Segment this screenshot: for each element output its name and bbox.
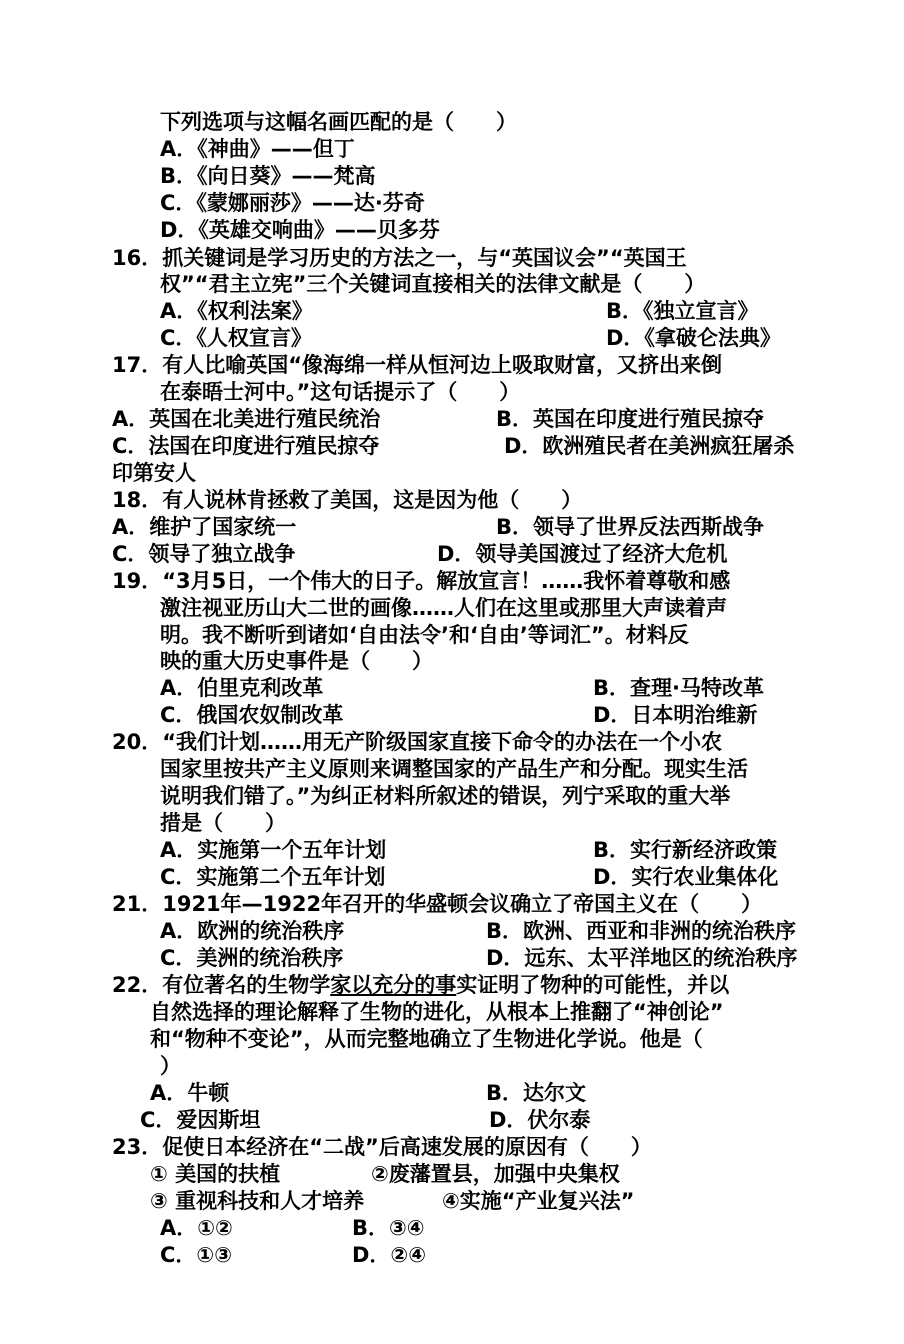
q19-option-d: D．日本明治维新	[593, 703, 758, 727]
q23-item-3: ③ 重视科技和人才培养	[150, 1189, 365, 1213]
q22-option-c: C．爱因斯坦	[140, 1108, 261, 1132]
q21-stem: 21．1921年—1922年召开的华盛顿会议确立了帝国主义在（ ）	[112, 892, 763, 916]
q23-option-c: C．①③	[160, 1243, 232, 1267]
q19-stem-line3: 明。我不断听到诸如‘自由法令’和‘自由’等词汇”。材料反	[160, 623, 689, 647]
q20-stem-line3: 说明我们错了。”为纠正材料所叙述的错误，列宁采取的重大举	[160, 784, 731, 808]
q17-option-c: C．法国在印度进行殖民掠夺	[112, 434, 380, 458]
q21-option-b: B．欧洲、西亚和非洲的统治秩序	[486, 919, 797, 943]
q23-option-d: D．②④	[352, 1243, 426, 1267]
q16-option-b: B．《独立宣言》	[606, 299, 759, 323]
q19-option-a: A．伯里克利改革	[160, 676, 324, 700]
q16-stem-line2: 权”“君主立宪”三个关键词直接相关的法律文献是（ ）	[160, 272, 706, 296]
q16-stem-line1: 16．抓关键词是学习历史的方法之一，与“英国议会”“英国王	[112, 246, 687, 270]
q18-option-a: A．维护了国家统一	[112, 515, 297, 539]
q15-option-d: D．《英雄交响曲》——贝多芬	[160, 218, 440, 242]
q22-stem-line3: 和“物种不变论”，从而完整地确立了生物进化学说。他是（	[150, 1027, 703, 1051]
q23-item-1: ① 美国的扶植	[150, 1162, 281, 1186]
q16-option-c: C．《人权宣言》	[160, 326, 312, 350]
q19-stem-line2: 激注视亚历山大二世的画像……人们在这里或那里大声读着声	[160, 596, 727, 620]
q20-option-c: C．实施第二个五年计划	[160, 865, 386, 889]
q15-option-a: A．《神曲》——但丁	[160, 137, 355, 161]
q17-option-d-cont: 印第安人	[112, 461, 196, 485]
q19-stem-line4: 映的重大历史事件是（ ）	[160, 649, 433, 673]
q22-option-d: D．伏尔泰	[489, 1108, 591, 1132]
q22-option-a: A．牛顿	[150, 1081, 230, 1105]
q23-option-a: A．①②	[160, 1216, 233, 1240]
q20-stem-line1: 20．“我们计划……用无产阶级国家直接下命令的办法在一个小农	[112, 730, 723, 754]
q18-option-d: D．领导美国渡过了经济大危机	[437, 542, 728, 566]
q16-option-d: D．《拿破仑法典》	[606, 326, 781, 350]
q22-stem-line1-part-a: 22．有位著名的生物学	[112, 973, 331, 997]
q22-stem-line2: 自然选择的理论解释了生物的进化，从根本上推翻了“神创论”	[150, 1000, 724, 1024]
q22-option-b: B．达尔文	[486, 1081, 587, 1105]
q21-option-c: C．美洲的统治秩序	[160, 946, 344, 970]
q23-option-b: B．③④	[352, 1216, 425, 1240]
q23-stem: 23．促使日本经济在“二战”后高速发展的原因有（ ）	[112, 1135, 652, 1159]
q17-stem-line1: 17．有人比喻英国“像海绵一样从恒河边上吸取财富，又挤出来倒	[112, 353, 723, 377]
q18-option-c: C．领导了独立战争	[112, 542, 296, 566]
q19-option-b: B．查理·马特改革	[593, 676, 764, 700]
q19-stem-line1: 19．“3月5日，一个伟大的日子。解放宣言！……我怀着尊敬和感	[112, 569, 731, 593]
q22-stem-line1-part-b: 实证明了物种的可能性，并以	[456, 973, 730, 997]
q19-option-c: C．俄国农奴制改革	[160, 703, 344, 727]
q20-stem-line4: 措是（ ）	[160, 811, 286, 835]
q21-option-a: A．欧洲的统治秩序	[160, 919, 345, 943]
q17-option-a: A．英国在北美进行殖民统治	[112, 407, 381, 431]
q16-option-a: A．《权利法案》	[160, 299, 313, 323]
q18-option-b: B．领导了世界反法西斯战争	[496, 515, 765, 539]
q23-item-2: ②废藩置县，加强中央集权	[371, 1162, 620, 1186]
q22-stem-line1	[112, 972, 729, 998]
q15-option-b: B．《向日葵》——梵高	[160, 164, 376, 188]
q20-option-b: B．实行新经济政策	[593, 838, 778, 862]
q20-option-d: D．实行农业集体化	[593, 865, 779, 889]
q18-stem: 18．有人说林肯拯救了美国，这是因为他（ ）	[112, 488, 583, 512]
q20-stem-line2: 国家里按共产主义原则来调整国家的产品生产和分配。现实生活	[160, 757, 748, 781]
q23-item-4: ④实施“产业复兴法”	[442, 1189, 635, 1213]
q20-option-a: A．实施第一个五年计划	[160, 838, 387, 862]
q17-stem-line2: 在泰晤士河中。”这句话提示了（ ）	[160, 380, 521, 404]
q15-stem: 下列选项与这幅名画匹配的是（ ）	[160, 110, 517, 134]
q17-option-d: D．欧洲殖民者在美洲疯狂屠杀	[504, 434, 795, 458]
q21-option-d: D．远东、太平洋地区的统治秩序	[486, 946, 798, 970]
q17-option-b: B．英国在印度进行殖民掠夺	[496, 407, 765, 431]
q22-underlined-text: 家以充分的事	[330, 973, 457, 997]
q22-stem-line4: ）	[160, 1054, 181, 1078]
q15-option-c: C．《蒙娜丽莎》——达·芬奇	[160, 191, 425, 215]
